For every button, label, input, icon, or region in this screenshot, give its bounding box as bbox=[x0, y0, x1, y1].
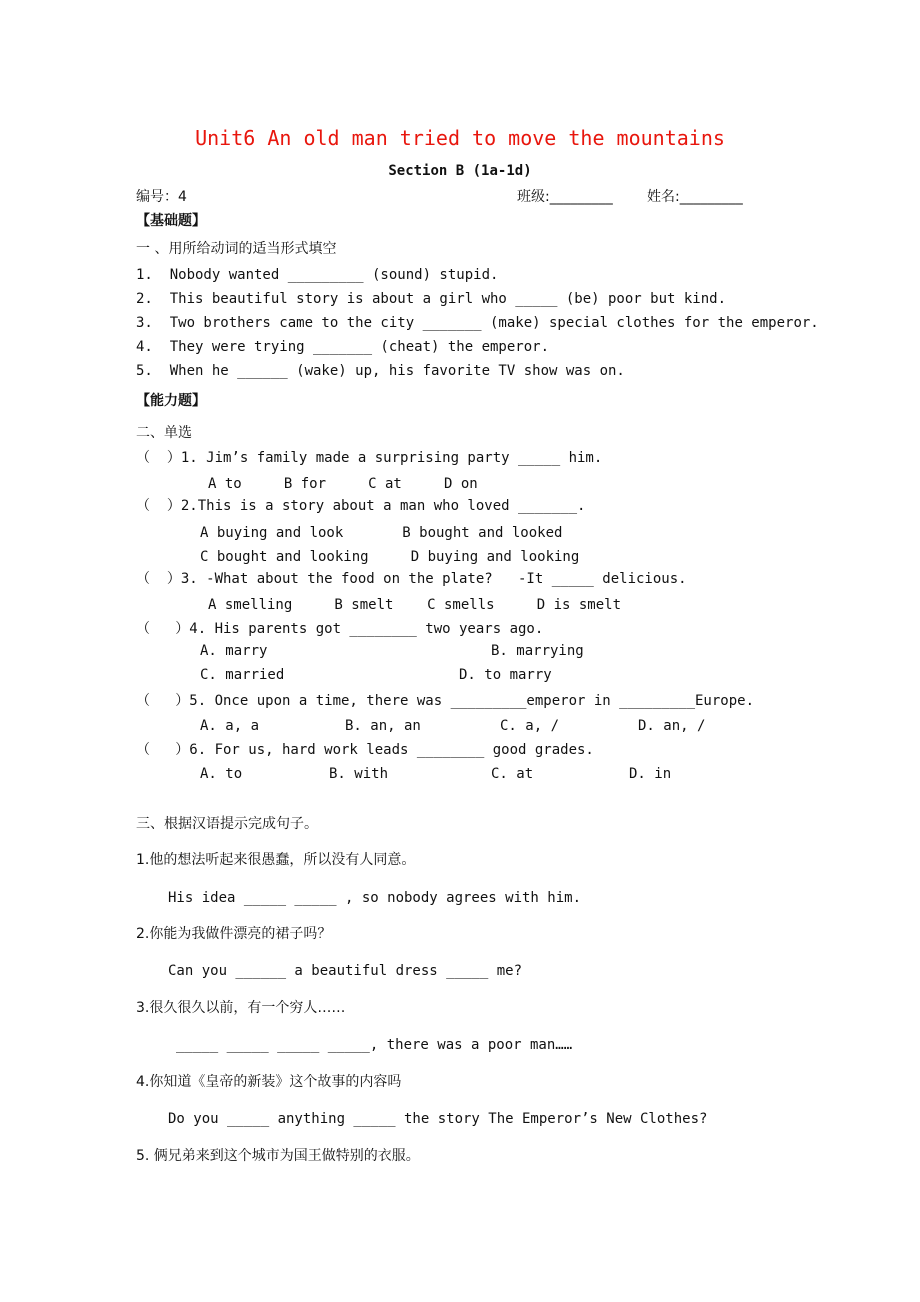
mc-question-1: （ ）1. Jim’s family made a surprising party _____ him. bbox=[136, 450, 603, 466]
name-field-label: 姓名:_________ bbox=[647, 189, 743, 205]
translate-prompt-4: 4.你知道《皇帝的新装》这个故事的内容吗 bbox=[136, 1074, 402, 1090]
mc-option-6c: C. at bbox=[491, 766, 534, 782]
mc-option-4a: A. marry bbox=[200, 643, 268, 659]
fill-item-3: 3. Two brothers came to the city _______ (make) special clothes for the emperor. bbox=[136, 315, 819, 331]
mc-options-2a: A buying and look B bought and looked bbox=[200, 525, 563, 541]
mc-option-5a: A. a, a bbox=[200, 718, 260, 734]
translate-prompt-3: 3.很久很久以前，有一个穷人…… bbox=[136, 1000, 346, 1016]
class-field-label: 班级:_________ bbox=[517, 189, 613, 205]
mc-question-6: （ ）6. For us, hard work leads ________ good grades. bbox=[136, 742, 594, 758]
part2-title: 二、单选 bbox=[136, 425, 192, 441]
mc-question-3: （ ）3. -What about the food on the plate? -It _____ delicious. bbox=[136, 571, 687, 587]
mc-question-5: （ ）5. Once upon a time, there was _________emperor in _________Europe. bbox=[136, 693, 755, 709]
basic-section-heading: 【基础题】 bbox=[136, 213, 206, 229]
mc-options-2b: C bought and looking D buying and looking bbox=[200, 549, 580, 565]
translate-prompt-1: 1.他的想法听起来很愚蠢，所以没有人同意。 bbox=[136, 852, 416, 868]
fill-item-2: 2. This beautiful story is about a girl who _____ (be) poor but kind. bbox=[136, 291, 727, 307]
part3-title: 三、根据汉语提示完成句子。 bbox=[136, 816, 318, 832]
translate-prompt-2: 2.你能为我做件漂亮的裙子吗？ bbox=[136, 926, 332, 942]
translate-prompt-5: 5. 俩兄弟来到这个城市为国王做特别的衣服。 bbox=[136, 1148, 420, 1164]
mc-question-2: （ ）2.This is a story about a man who loved _______. bbox=[136, 498, 586, 514]
mc-question-4: （ ）4. His parents got ________ two years ago. bbox=[136, 621, 544, 637]
mc-option-5b: B. an, an bbox=[345, 718, 421, 734]
ability-section-heading: 【能力题】 bbox=[136, 393, 206, 409]
mc-option-4c: C. married bbox=[200, 667, 285, 683]
translate-sentence-4: Do you _____ anything _____ the story The Emperor’s New Clothes? bbox=[168, 1111, 708, 1127]
page-title: Unit6 An old man tried to move the mountains bbox=[195, 126, 725, 150]
fill-item-4: 4. They were trying _______ (cheat) the emperor. bbox=[136, 339, 550, 355]
fill-item-5: 5. When he ______ (wake) up, his favorite TV show was on. bbox=[136, 363, 625, 379]
page-subtitle: Section B (1a-1d) bbox=[388, 163, 532, 179]
mc-option-6b: B. with bbox=[329, 766, 389, 782]
fill-item-1: 1. Nobody wanted _________ (sound) stupid. bbox=[136, 267, 499, 283]
worksheet-number: 编号：4 bbox=[136, 189, 187, 205]
translate-sentence-1: His idea _____ _____ , so nobody agrees with him. bbox=[168, 890, 582, 906]
mc-options-1: A to B for C at D on bbox=[208, 476, 478, 492]
mc-option-5d: D. an, / bbox=[638, 718, 706, 734]
translate-sentence-3: _____ _____ _____ _____, there was a poor man…… bbox=[176, 1037, 573, 1053]
translate-sentence-2: Can you ______ a beautiful dress _____ me? bbox=[168, 963, 523, 979]
part1-title: 一 、用所给动词的适当形式填空 bbox=[136, 241, 337, 257]
mc-option-6a: A. to bbox=[200, 766, 243, 782]
mc-option-6d: D. in bbox=[629, 766, 672, 782]
mc-option-4b: B. marrying bbox=[491, 643, 584, 659]
mc-option-5c: C. a, / bbox=[500, 718, 560, 734]
mc-option-4d: D. to marry bbox=[459, 667, 552, 683]
mc-options-3: A smelling B smelt C smells D is smelt bbox=[208, 597, 622, 613]
